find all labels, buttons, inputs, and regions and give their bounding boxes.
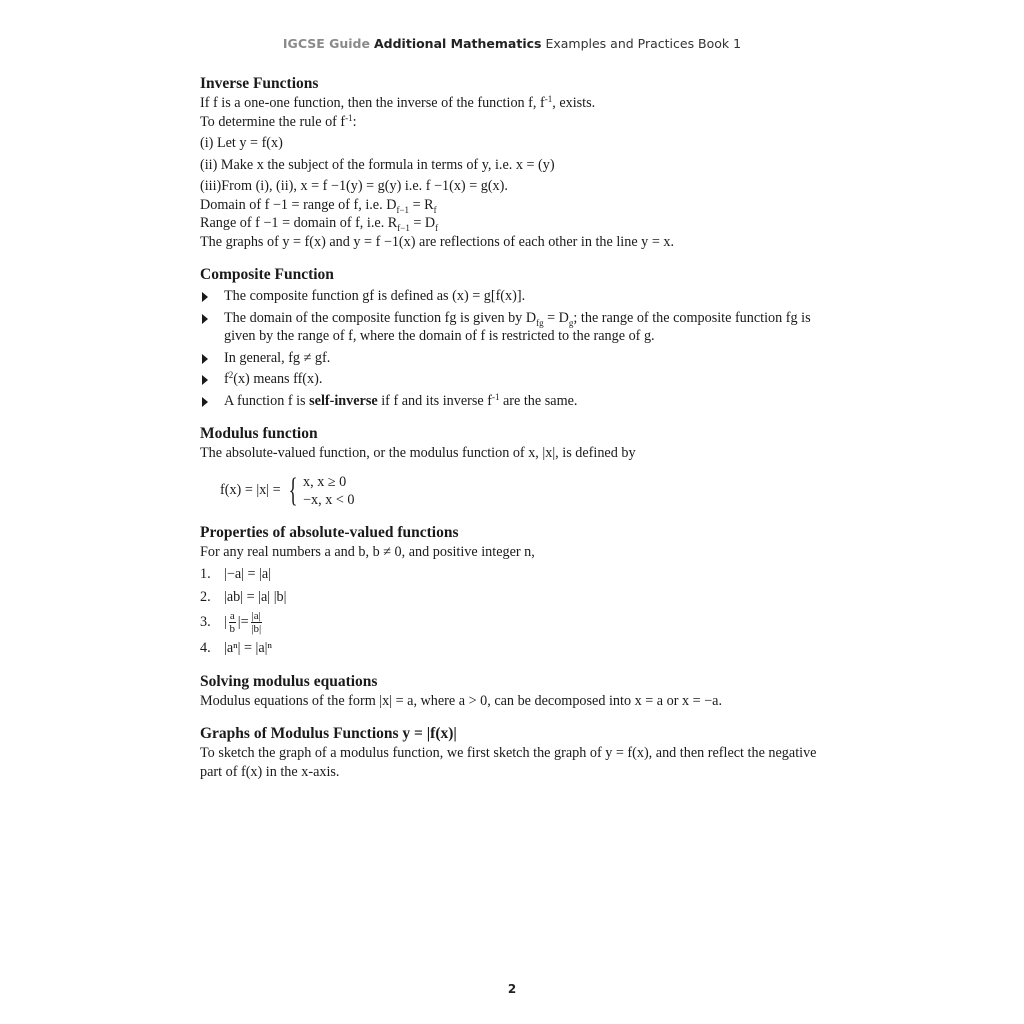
property-item — [200, 610, 840, 635]
section-inverse-functions — [200, 74, 840, 251]
composite-bullet-3-text: In general, fg ≠ gf. — [224, 349, 331, 366]
triangle-bullet-icon — [202, 397, 208, 407]
inverse-domain-sub1: f−1 — [396, 204, 410, 215]
properties-intro: For any real numbers a and b, b ≠ 0, and positive integer n, — [200, 543, 535, 560]
header-series: IGCSE Guide — [282, 36, 370, 51]
composite-bullet-5-text: A function f is — [224, 392, 310, 409]
composite-bullet-2-end: ; the range of the composite function fg is given by the range of f, where the domain of f is restricted to the range of g. — [224, 309, 811, 344]
inverse-intro-text: If f is a one-one function, then the inverse of the function f, f — [200, 95, 545, 111]
header-title: Examples and Practices Book 1 — [545, 36, 742, 51]
fraction-denominator: b — [229, 623, 236, 635]
heading-inverse-functions: Inverse Functions — [200, 75, 319, 92]
triangle-bullet-icon — [202, 314, 208, 324]
inverse-graphs: The graphs of y = f(x) and y = f −1(x) are reflections of each other in the line y = x. — [200, 233, 675, 250]
inverse-domain-text: Domain of f −1 = range of f, i.e. D — [200, 196, 397, 213]
modulus-lhs: f(x) = |x| = — [220, 482, 281, 499]
property-expression: |ab| = |a| |b| — [224, 588, 287, 605]
triangle-bullet-icon — [202, 354, 208, 364]
fraction-numerator: |a| — [251, 610, 261, 622]
inverse-intro-end: , exists. — [552, 95, 596, 111]
composite-bullet-2-mid: = D — [543, 309, 569, 326]
modulus-intro: The absolute-valued function, or the modulus function of x, |x|, is defined by — [200, 445, 636, 461]
section-properties — [200, 523, 840, 658]
composite-bullet-5-end: are the same. — [499, 392, 578, 409]
property-item — [200, 588, 840, 607]
inverse-rule — [200, 113, 840, 132]
solving-text: Modulus equations of the form |x| = a, where a > 0, can be decomposed into x = a or x = −a. — [200, 692, 723, 709]
abs-bar-left: | — [224, 614, 227, 631]
composite-bullet-1-text: The composite function gf is defined as (x) = g[f(x)]. — [224, 288, 526, 304]
composite-bullet-4-text: f — [224, 371, 229, 387]
inverse-step-1: (i) Let y = f(x) — [200, 135, 283, 151]
section-composite-function — [200, 265, 840, 410]
inverse-range-text: Range of f −1 = domain of f, i.e. R — [200, 215, 398, 231]
composite-bullet-2-text: The domain of the composite function fg is given by D — [224, 309, 537, 326]
inverse-step-2: (ii) Make x the subject of the formula in terms of y, i.e. x = (y) — [200, 156, 555, 173]
heading-composite-function: Composite Function — [200, 266, 334, 283]
composite-bullet-5-bold: self-inverse — [309, 392, 378, 409]
fraction-numerator: a — [229, 610, 235, 622]
inverse-step-3: (iii)From (i), (ii), x = f −1(y) = g(y) i.e. f −1(x) = g(x). — [200, 178, 508, 194]
heading-modulus-function: Modulus function — [200, 425, 318, 442]
composite-bullet-2-sub1: fg — [536, 317, 544, 328]
inverse-rule-sup: -1 — [345, 112, 353, 123]
inverse-range-sub1: f−1 — [397, 223, 410, 233]
inverse-range-mid: = D — [409, 215, 436, 231]
inverse-domain — [200, 196, 840, 215]
composite-bullet-3 — [200, 349, 840, 368]
property-number: 3. — [200, 614, 211, 631]
section-solving-modulus — [200, 672, 840, 711]
section-graphs-modulus — [200, 724, 840, 781]
composite-bullet-4 — [200, 370, 840, 389]
property-number: 1. — [200, 566, 211, 582]
inverse-intro-sup: -1 — [544, 94, 553, 104]
graphs-text: To sketch the graph of a modulus function, we first sketch the graph of y = f(x), and then reflect the negative part of f(x) in the x-axis. — [200, 745, 817, 780]
triangle-bullet-icon — [202, 292, 208, 302]
inverse-intro — [200, 94, 840, 113]
header-subject: Additional Mathematics — [373, 36, 542, 51]
property-item — [200, 565, 840, 584]
section-modulus-function — [200, 424, 840, 509]
inverse-rule-text: To determine the rule of f — [200, 113, 346, 130]
heading-properties: Properties of absolute-valued functions — [200, 523, 459, 541]
fraction-abs-a-over-abs-b — [251, 610, 262, 635]
inverse-rule-end: : — [352, 113, 357, 130]
modulus-definition — [220, 473, 840, 509]
modulus-case-1: x, x ≥ 0 — [303, 473, 347, 490]
composite-bullet-2-sub2: g — [568, 317, 574, 328]
property-expression: |aⁿ| = |a|ⁿ — [224, 640, 272, 656]
modulus-case-2: −x, x < 0 — [303, 491, 355, 508]
property-equals: = — [240, 614, 249, 631]
composite-bullet-5-mid: if f and its inverse f — [377, 392, 492, 409]
property-item — [200, 639, 840, 658]
inverse-domain-sub2: f — [433, 204, 437, 215]
composite-bullet-5-sup: -1 — [491, 391, 500, 402]
composite-bullet-2 — [200, 309, 840, 346]
fraction-a-over-b — [229, 610, 236, 635]
composite-bullet-list — [200, 287, 840, 410]
modulus-cases — [303, 473, 354, 509]
inverse-domain-mid: = R — [409, 196, 434, 213]
property-number: 4. — [200, 640, 211, 656]
triangle-bullet-icon — [202, 375, 208, 385]
composite-bullet-4-end: (x) means ff(x). — [233, 371, 323, 387]
heading-solving-modulus: Solving modulus equations — [200, 672, 378, 690]
composite-bullet-1 — [200, 287, 840, 306]
fraction-denominator: |b| — [251, 623, 262, 635]
page-content — [200, 74, 840, 795]
composite-bullet-4-sup: 2 — [228, 370, 234, 380]
abs-bar-right: | — [237, 614, 241, 631]
page-number: 2 — [507, 982, 517, 996]
properties-list — [200, 565, 840, 658]
composite-bullet-5 — [200, 392, 840, 411]
heading-graphs-modulus: Graphs of Modulus Functions y = |f(x)| — [200, 725, 457, 742]
property-number: 2. — [200, 588, 211, 605]
left-brace-icon: { — [288, 471, 298, 509]
inverse-range — [200, 214, 840, 233]
property-expression: |−a| = |a| — [224, 566, 272, 582]
inverse-range-sub2: f — [435, 223, 439, 233]
running-header — [0, 36, 1024, 51]
